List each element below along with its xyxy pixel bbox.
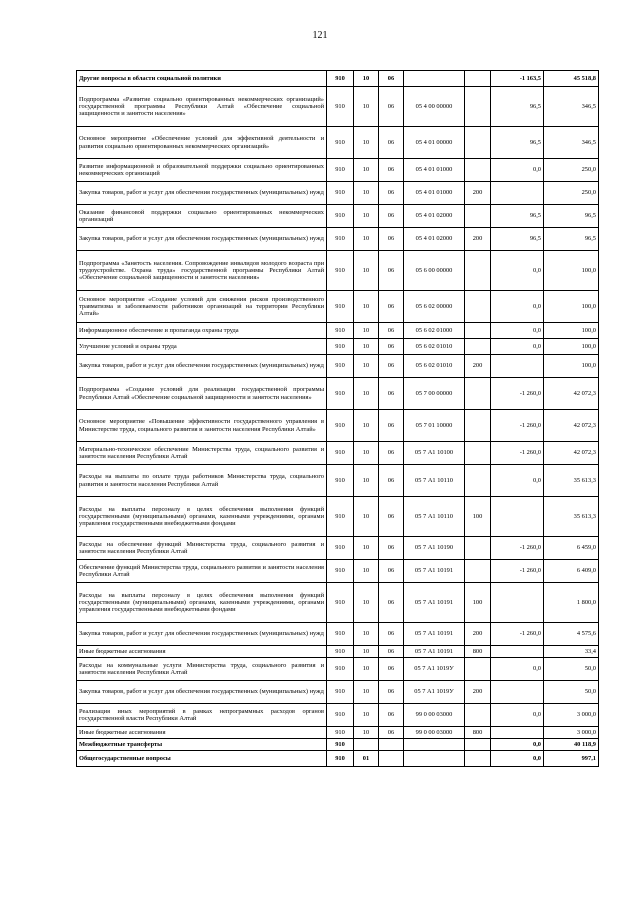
section-code-cell: 10 bbox=[354, 646, 379, 658]
target-article-cell: 05 7 А1 10100 bbox=[404, 442, 465, 465]
total-amount-cell: 250,0 bbox=[544, 182, 599, 205]
expense-name-cell: Обеспечение функций Министерства труда, социального развития и занятости населения Республики Алтай bbox=[77, 560, 327, 583]
expense-type-cell: 200 bbox=[465, 681, 491, 704]
section-code-cell: 10 bbox=[354, 251, 379, 291]
table-row bbox=[77, 704, 599, 727]
table-row bbox=[77, 205, 599, 228]
expense-type-cell bbox=[465, 251, 491, 291]
target-article-cell: 05 6 02 01000 bbox=[404, 323, 465, 339]
expense-type-cell bbox=[465, 71, 491, 87]
total-amount-cell: 6 409,0 bbox=[544, 560, 599, 583]
expense-type-cell: 200 bbox=[465, 623, 491, 646]
total-amount-cell: 6 459,0 bbox=[544, 537, 599, 560]
expense-name-cell: Иные бюджетные ассигнования bbox=[77, 646, 327, 658]
expense-name-cell: Информационное обеспечение и пропаганда охраны труда bbox=[77, 323, 327, 339]
target-article-cell: 05 6 02 01010 bbox=[404, 355, 465, 378]
ministry-code-cell: 910 bbox=[327, 739, 354, 751]
change-amount-cell: -1 260,0 bbox=[491, 410, 544, 442]
change-amount-cell: 0,0 bbox=[491, 251, 544, 291]
expense-name-cell: Закупка товаров, работ и услуг для обеспечения государственных (муниципальных) нужд bbox=[77, 228, 327, 251]
target-article-cell bbox=[404, 71, 465, 87]
page-number: 121 bbox=[312, 30, 328, 41]
subsection-code-cell: 06 bbox=[379, 465, 404, 497]
subsection-code-cell bbox=[379, 739, 404, 751]
ministry-code-cell: 910 bbox=[327, 291, 354, 323]
total-amount-cell: 4 575,6 bbox=[544, 623, 599, 646]
ministry-code-cell: 910 bbox=[327, 182, 354, 205]
ministry-code-cell: 910 bbox=[327, 442, 354, 465]
expense-name-cell: Межбюджетные трансферты bbox=[77, 739, 327, 751]
target-article-cell: 05 7 01 10000 bbox=[404, 410, 465, 442]
expense-type-cell bbox=[465, 323, 491, 339]
expense-type-cell bbox=[465, 291, 491, 323]
section-code-cell: 10 bbox=[354, 560, 379, 583]
ministry-code-cell: 910 bbox=[327, 751, 354, 767]
target-article-cell: 05 4 01 01000 bbox=[404, 182, 465, 205]
subsection-code-cell: 06 bbox=[379, 727, 404, 739]
subsection-code-cell: 06 bbox=[379, 291, 404, 323]
expense-name-cell: Расходы на выплаты персоналу в целях обеспечения выполнения функций государственными (муниципальными) органами, казенными учреждениями, органами управления государственными внебюджетными фондами bbox=[77, 583, 327, 623]
expense-type-cell bbox=[465, 704, 491, 727]
table-row bbox=[77, 739, 599, 751]
expense-name-cell: Развитие информационной и образовательной поддержки социально ориентированных некоммерческих организаций bbox=[77, 159, 327, 182]
subsection-code-cell: 06 bbox=[379, 410, 404, 442]
subsection-code-cell: 06 bbox=[379, 537, 404, 560]
subsection-code-cell: 06 bbox=[379, 71, 404, 87]
expense-type-cell bbox=[465, 339, 491, 355]
budget-table-body bbox=[77, 71, 599, 767]
target-article-cell: 05 7 А1 10191 bbox=[404, 583, 465, 623]
expense-type-cell bbox=[465, 87, 491, 127]
subsection-code-cell: 06 bbox=[379, 560, 404, 583]
target-article-cell: 99 0 00 03000 bbox=[404, 704, 465, 727]
subsection-code-cell: 06 bbox=[379, 646, 404, 658]
subsection-code-cell: 06 bbox=[379, 583, 404, 623]
ministry-code-cell: 910 bbox=[327, 378, 354, 410]
target-article-cell bbox=[404, 739, 465, 751]
total-amount-cell: 35 613,3 bbox=[544, 497, 599, 537]
section-code-cell: 10 bbox=[354, 159, 379, 182]
ministry-code-cell: 910 bbox=[327, 658, 354, 681]
target-article-cell: 99 0 00 03000 bbox=[404, 727, 465, 739]
expense-type-cell bbox=[465, 560, 491, 583]
table-row bbox=[77, 323, 599, 339]
expense-name-cell: Основное мероприятие «Обеспечение условий для эффективной деятельности и развития социально ориентированных некоммерческих организаций» bbox=[77, 127, 327, 159]
table-row bbox=[77, 751, 599, 767]
ministry-code-cell: 910 bbox=[327, 583, 354, 623]
change-amount-cell: -1 260,0 bbox=[491, 537, 544, 560]
table-row bbox=[77, 465, 599, 497]
change-amount-cell: 0,0 bbox=[491, 739, 544, 751]
change-amount-cell bbox=[491, 681, 544, 704]
ministry-code-cell: 910 bbox=[327, 71, 354, 87]
ministry-code-cell: 910 bbox=[327, 228, 354, 251]
section-code-cell: 10 bbox=[354, 228, 379, 251]
target-article-cell: 05 6 02 00000 bbox=[404, 291, 465, 323]
total-amount-cell: 997,1 bbox=[544, 751, 599, 767]
table-row bbox=[77, 127, 599, 159]
table-row bbox=[77, 681, 599, 704]
change-amount-cell: 96,5 bbox=[491, 228, 544, 251]
total-amount-cell: 250,0 bbox=[544, 159, 599, 182]
section-code-cell: 10 bbox=[354, 87, 379, 127]
expense-name-cell: Подпрограмма «Создание условий для реализации государственной программы Республики Алтай «Обеспечение социальной защищенности и занятости населения» bbox=[77, 378, 327, 410]
expense-name-cell: Закупка товаров, работ и услуг для обеспечения государственных (муниципальных) нужд bbox=[77, 623, 327, 646]
total-amount-cell: 100,0 bbox=[544, 339, 599, 355]
ministry-code-cell: 910 bbox=[327, 410, 354, 442]
ministry-code-cell: 910 bbox=[327, 465, 354, 497]
expense-type-cell: 100 bbox=[465, 583, 491, 623]
change-amount-cell bbox=[491, 646, 544, 658]
section-code-cell: 10 bbox=[354, 71, 379, 87]
total-amount-cell: 1 800,0 bbox=[544, 583, 599, 623]
target-article-cell: 05 7 А1 10191 bbox=[404, 646, 465, 658]
table-row bbox=[77, 228, 599, 251]
change-amount-cell: 0,0 bbox=[491, 323, 544, 339]
ministry-code-cell: 910 bbox=[327, 497, 354, 537]
table-row bbox=[77, 537, 599, 560]
total-amount-cell: 42 072,3 bbox=[544, 410, 599, 442]
expense-name-cell: Общегосударственные вопросы bbox=[77, 751, 327, 767]
change-amount-cell: -1 260,0 bbox=[491, 378, 544, 410]
target-article-cell: 05 7 00 00000 bbox=[404, 378, 465, 410]
subsection-code-cell: 06 bbox=[379, 339, 404, 355]
target-article-cell: 05 4 01 00000 bbox=[404, 127, 465, 159]
expense-type-cell bbox=[465, 442, 491, 465]
total-amount-cell: 100,0 bbox=[544, 251, 599, 291]
table-row bbox=[77, 583, 599, 623]
expense-type-cell bbox=[465, 465, 491, 497]
section-code-cell: 10 bbox=[354, 339, 379, 355]
change-amount-cell bbox=[491, 497, 544, 537]
change-amount-cell: -1 163,5 bbox=[491, 71, 544, 87]
total-amount-cell: 45 518,8 bbox=[544, 71, 599, 87]
table-row bbox=[77, 159, 599, 182]
subsection-code-cell: 06 bbox=[379, 182, 404, 205]
total-amount-cell: 33,4 bbox=[544, 646, 599, 658]
expense-type-cell: 200 bbox=[465, 355, 491, 378]
change-amount-cell: 96,5 bbox=[491, 127, 544, 159]
ministry-code-cell: 910 bbox=[327, 323, 354, 339]
expense-type-cell bbox=[465, 205, 491, 228]
expense-type-cell: 800 bbox=[465, 646, 491, 658]
change-amount-cell: 0,0 bbox=[491, 465, 544, 497]
expense-name-cell: Оказание финансовой поддержки социально ориентированных некоммерческих организаций bbox=[77, 205, 327, 228]
section-code-cell: 10 bbox=[354, 442, 379, 465]
target-article-cell: 05 7 А1 10190 bbox=[404, 537, 465, 560]
total-amount-cell: 50,0 bbox=[544, 658, 599, 681]
expense-type-cell: 800 bbox=[465, 727, 491, 739]
ministry-code-cell: 910 bbox=[327, 560, 354, 583]
table-row bbox=[77, 182, 599, 205]
ministry-code-cell: 910 bbox=[327, 251, 354, 291]
change-amount-cell bbox=[491, 583, 544, 623]
expense-name-cell: Улучшение условий и охраны труда bbox=[77, 339, 327, 355]
target-article-cell: 05 7 А1 1019У bbox=[404, 681, 465, 704]
table-row bbox=[77, 658, 599, 681]
subsection-code-cell: 06 bbox=[379, 681, 404, 704]
table-row bbox=[77, 497, 599, 537]
total-amount-cell: 3 000,0 bbox=[544, 727, 599, 739]
total-amount-cell: 42 072,3 bbox=[544, 442, 599, 465]
expense-type-cell bbox=[465, 537, 491, 560]
subsection-code-cell: 06 bbox=[379, 127, 404, 159]
change-amount-cell: -1 260,0 bbox=[491, 560, 544, 583]
expense-name-cell: Реализация иных мероприятий в рамках непрограммных расходов органов государственной власти Республики Алтай bbox=[77, 704, 327, 727]
ministry-code-cell: 910 bbox=[327, 704, 354, 727]
change-amount-cell: 0,0 bbox=[491, 159, 544, 182]
change-amount-cell bbox=[491, 182, 544, 205]
section-code-cell: 10 bbox=[354, 291, 379, 323]
subsection-code-cell bbox=[379, 751, 404, 767]
subsection-code-cell: 06 bbox=[379, 658, 404, 681]
expense-type-cell bbox=[465, 658, 491, 681]
target-article-cell: 05 4 01 02000 bbox=[404, 205, 465, 228]
total-amount-cell: 100,0 bbox=[544, 355, 599, 378]
ministry-code-cell: 910 bbox=[327, 159, 354, 182]
change-amount-cell bbox=[491, 355, 544, 378]
expense-type-cell bbox=[465, 739, 491, 751]
section-code-cell: 10 bbox=[354, 727, 379, 739]
expense-name-cell: Другие вопросы в области социальной политики bbox=[77, 71, 327, 87]
subsection-code-cell: 06 bbox=[379, 251, 404, 291]
expense-name-cell: Закупка товаров, работ и услуг для обеспечения государственных (муниципальных) нужд bbox=[77, 182, 327, 205]
expense-name-cell: Основное мероприятие «Повышение эффективности государственного управления в Министерстве труда, социального развития и занятости населения Республики Алтай» bbox=[77, 410, 327, 442]
subsection-code-cell: 06 bbox=[379, 378, 404, 410]
target-article-cell: 05 4 01 02000 bbox=[404, 228, 465, 251]
expense-name-cell: Подпрограмма «Развитие социально ориентированных некоммерческих организаций» государственной программы Республики Алтай «Обеспечение социальной защищенности и занятости населения» bbox=[77, 87, 327, 127]
expense-type-cell bbox=[465, 159, 491, 182]
section-code-cell: 10 bbox=[354, 410, 379, 442]
table-row bbox=[77, 378, 599, 410]
total-amount-cell: 50,0 bbox=[544, 681, 599, 704]
total-amount-cell: 100,0 bbox=[544, 291, 599, 323]
change-amount-cell bbox=[491, 727, 544, 739]
change-amount-cell: 0,0 bbox=[491, 291, 544, 323]
table-row bbox=[77, 355, 599, 378]
total-amount-cell: 40 118,9 bbox=[544, 739, 599, 751]
target-article-cell: 05 7 А1 10191 bbox=[404, 623, 465, 646]
target-article-cell: 05 6 02 01010 bbox=[404, 339, 465, 355]
change-amount-cell: -1 260,0 bbox=[491, 623, 544, 646]
subsection-code-cell: 06 bbox=[379, 159, 404, 182]
target-article-cell: 05 7 А1 10110 bbox=[404, 497, 465, 537]
expense-name-cell: Материально-техническое обеспечение Министерства труда, социального развития и занятости населения Республики Алтай bbox=[77, 442, 327, 465]
expense-name-cell: Закупка товаров, работ и услуг для обеспечения государственных (муниципальных) нужд bbox=[77, 355, 327, 378]
change-amount-cell: 0,0 bbox=[491, 751, 544, 767]
target-article-cell bbox=[404, 751, 465, 767]
expense-type-cell: 200 bbox=[465, 228, 491, 251]
total-amount-cell: 35 613,3 bbox=[544, 465, 599, 497]
section-code-cell: 10 bbox=[354, 127, 379, 159]
table-row bbox=[77, 251, 599, 291]
section-code-cell: 10 bbox=[354, 704, 379, 727]
expense-name-cell: Подпрограмма «Занятость населения. Сопровождение инвалидов молодого возраста при трудоустройстве. Охрана труда» государственной программы Республики Алтай «Обеспечение социальной защищенности и занятости населения» bbox=[77, 251, 327, 291]
subsection-code-cell: 06 bbox=[379, 497, 404, 537]
ministry-code-cell: 910 bbox=[327, 127, 354, 159]
total-amount-cell: 346,5 bbox=[544, 127, 599, 159]
change-amount-cell: 96,5 bbox=[491, 87, 544, 127]
section-code-cell: 10 bbox=[354, 323, 379, 339]
total-amount-cell: 3 000,0 bbox=[544, 704, 599, 727]
section-code-cell: 10 bbox=[354, 182, 379, 205]
subsection-code-cell: 06 bbox=[379, 442, 404, 465]
expense-type-cell bbox=[465, 127, 491, 159]
subsection-code-cell: 06 bbox=[379, 205, 404, 228]
ministry-code-cell: 910 bbox=[327, 205, 354, 228]
change-amount-cell: 0,0 bbox=[491, 339, 544, 355]
expense-name-cell: Иные бюджетные ассигнования bbox=[77, 727, 327, 739]
expense-name-cell: Расходы на выплаты персоналу в целях обеспечения выполнения функций государственными (муниципальными) органами, казенными учреждениями, органами управления государственными внебюджетными фондами bbox=[77, 497, 327, 537]
ministry-code-cell: 910 bbox=[327, 339, 354, 355]
table-row bbox=[77, 410, 599, 442]
ministry-code-cell: 910 bbox=[327, 646, 354, 658]
change-amount-cell: 96,5 bbox=[491, 205, 544, 228]
section-code-cell: 10 bbox=[354, 465, 379, 497]
table-row bbox=[77, 560, 599, 583]
subsection-code-cell: 06 bbox=[379, 228, 404, 251]
section-code-cell: 10 bbox=[354, 497, 379, 537]
target-article-cell: 05 6 00 00000 bbox=[404, 251, 465, 291]
target-article-cell: 05 7 А1 1019У bbox=[404, 658, 465, 681]
section-code-cell: 10 bbox=[354, 681, 379, 704]
expense-type-cell bbox=[465, 751, 491, 767]
section-code-cell: 10 bbox=[354, 205, 379, 228]
table-row bbox=[77, 291, 599, 323]
expense-name-cell: Расходы на выплаты по оплате труда работников Министерства труда, социального развития и занятости населения Республики Алтай bbox=[77, 465, 327, 497]
total-amount-cell: 100,0 bbox=[544, 323, 599, 339]
subsection-code-cell: 06 bbox=[379, 355, 404, 378]
ministry-code-cell: 910 bbox=[327, 355, 354, 378]
expense-type-cell bbox=[465, 410, 491, 442]
change-amount-cell: 0,0 bbox=[491, 658, 544, 681]
total-amount-cell: 346,5 bbox=[544, 87, 599, 127]
table-row bbox=[77, 727, 599, 739]
ministry-code-cell: 910 bbox=[327, 681, 354, 704]
subsection-code-cell: 06 bbox=[379, 623, 404, 646]
section-code-cell: 10 bbox=[354, 378, 379, 410]
target-article-cell: 05 4 00 00000 bbox=[404, 87, 465, 127]
subsection-code-cell: 06 bbox=[379, 704, 404, 727]
table-row bbox=[77, 87, 599, 127]
expense-type-cell: 200 bbox=[465, 182, 491, 205]
change-amount-cell: -1 260,0 bbox=[491, 442, 544, 465]
subsection-code-cell: 06 bbox=[379, 323, 404, 339]
target-article-cell: 05 4 01 01000 bbox=[404, 159, 465, 182]
section-code-cell: 10 bbox=[354, 623, 379, 646]
section-code-cell: 10 bbox=[354, 658, 379, 681]
target-article-cell: 05 7 А1 10110 bbox=[404, 465, 465, 497]
change-amount-cell: 0,0 bbox=[491, 704, 544, 727]
table-row bbox=[77, 442, 599, 465]
section-code-cell bbox=[354, 739, 379, 751]
section-code-cell: 10 bbox=[354, 537, 379, 560]
table-row bbox=[77, 71, 599, 87]
section-code-cell: 01 bbox=[354, 751, 379, 767]
subsection-code-cell: 06 bbox=[379, 87, 404, 127]
expense-name-cell: Закупка товаров, работ и услуг для обеспечения государственных (муниципальных) нужд bbox=[77, 681, 327, 704]
ministry-code-cell: 910 bbox=[327, 537, 354, 560]
expense-name-cell: Основное мероприятие «Создание условий для снижения рисков производственного травматизма и заболеваемости работников организаций на территории Республики Алтай» bbox=[77, 291, 327, 323]
ministry-code-cell: 910 bbox=[327, 727, 354, 739]
target-article-cell: 05 7 А1 10191 bbox=[404, 560, 465, 583]
section-code-cell: 10 bbox=[354, 583, 379, 623]
table-row bbox=[77, 623, 599, 646]
ministry-code-cell: 910 bbox=[327, 623, 354, 646]
expense-name-cell: Расходы на обеспечение функций Министерства труда, социального развития и занятости населения Республики Алтай bbox=[77, 537, 327, 560]
budget-table bbox=[76, 70, 599, 767]
table-row bbox=[77, 646, 599, 658]
expense-type-cell bbox=[465, 378, 491, 410]
total-amount-cell: 42 072,3 bbox=[544, 378, 599, 410]
total-amount-cell: 96,5 bbox=[544, 205, 599, 228]
section-code-cell: 10 bbox=[354, 355, 379, 378]
table-row bbox=[77, 339, 599, 355]
ministry-code-cell: 910 bbox=[327, 87, 354, 127]
expense-type-cell: 100 bbox=[465, 497, 491, 537]
expense-name-cell: Расходы на коммунальные услуги Министерства труда, социального развития и занятости населения Республики Алтай bbox=[77, 658, 327, 681]
total-amount-cell: 96,5 bbox=[544, 228, 599, 251]
